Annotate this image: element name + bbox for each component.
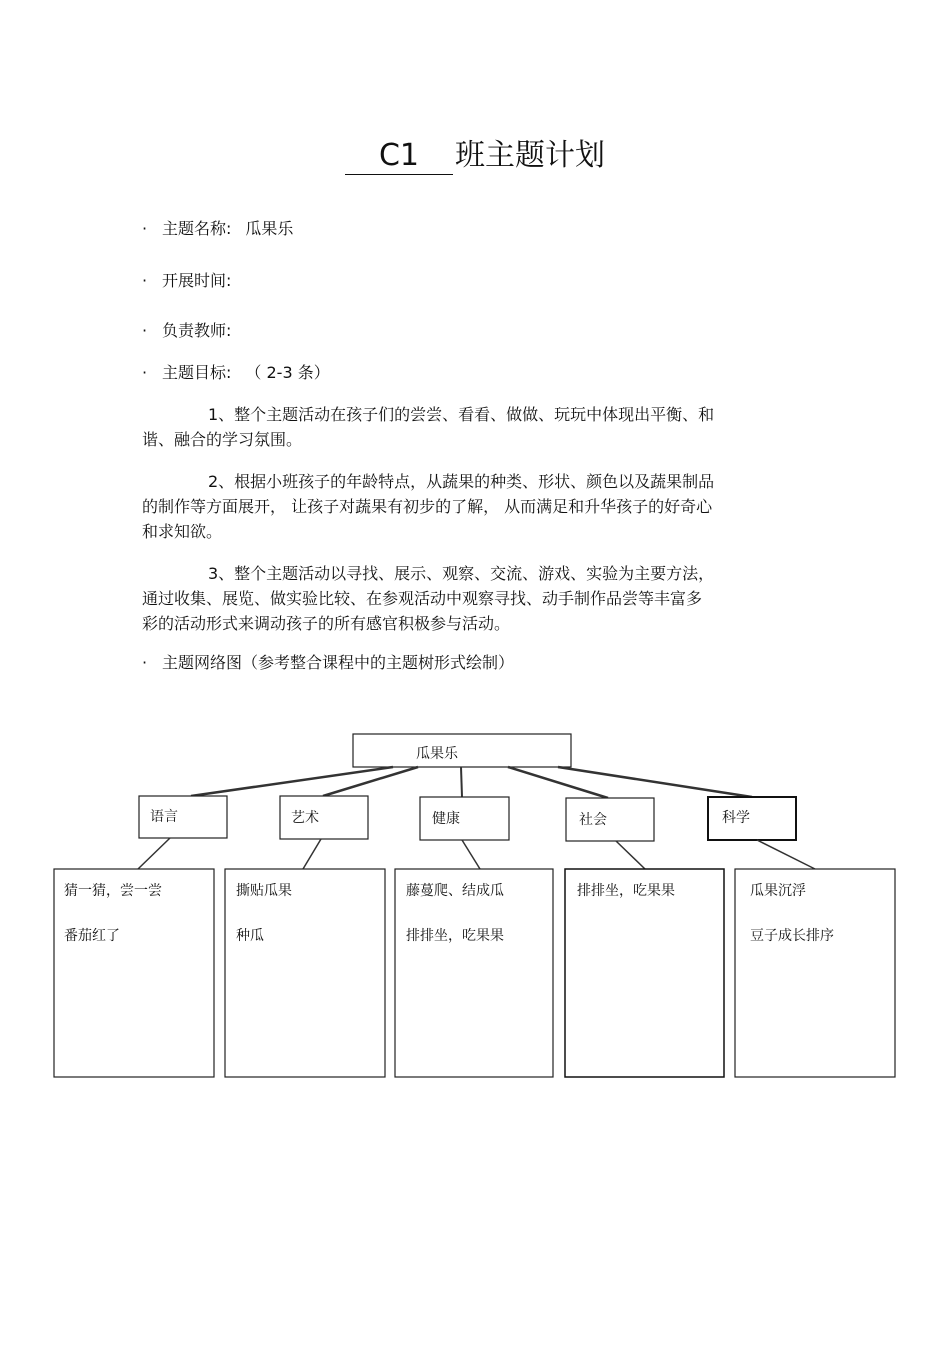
bullet: · (142, 653, 148, 672)
connector-health-activities (462, 840, 480, 869)
bullet: · (142, 271, 148, 290)
bullet: · (142, 219, 148, 238)
activities-box-science (735, 869, 895, 1077)
connector-root-language (191, 767, 393, 796)
topic-name-value: 瓜果乐 (245, 219, 294, 238)
activity-item: 排排坐，吃果果 (577, 883, 675, 899)
branch-label-health: 健康 (432, 811, 460, 827)
topic-network-diagram (0, 720, 950, 1090)
time-label: 开展时间: (162, 271, 232, 290)
teacher-label: 负责教师: (162, 321, 232, 340)
activity-item: 排排坐，吃果果 (406, 928, 504, 944)
root-node-box (353, 734, 571, 767)
goal-line: 3、整个主题活动以寻找、展示、观察、交流、游戏、实验为主要方法， (208, 564, 715, 583)
activity-item: 种瓜 (236, 928, 264, 944)
activities-box-society (565, 869, 724, 1077)
activity-item: 藤蔓爬、结成瓜 (406, 883, 504, 899)
page-title (0, 136, 950, 176)
field-network (142, 652, 514, 674)
goal-line: 的制作等方面展开， 让孩子对蔬果有初步的了解， 从而满足和升华孩子的好奇心 (142, 497, 713, 516)
branch-label-art: 艺术 (291, 810, 319, 826)
activities-box-language (54, 869, 214, 1077)
goal-2 (142, 469, 794, 544)
activity-item: 番茄红了 (64, 928, 120, 944)
connector-root-health (461, 767, 462, 797)
goal-line: 2、根据小班孩子的年龄特点，从蔬果的种类、形状、颜色以及蔬果制品 (208, 472, 715, 491)
goal-line: 彩的活动形式来调动孩子的所有感官积极参与活动。 (142, 614, 511, 633)
goal-line: 1、整个主题活动在孩子们的尝尝、看看、做做、玩玩中体现出平衡、和 (208, 405, 715, 424)
activity-item: 撕贴瓜果 (236, 883, 292, 899)
network-label: 主题网络图（参考整合课程中的主题树形式绘制） (162, 653, 515, 672)
activity-item: 瓜果沉浮 (750, 883, 806, 899)
connector-society-activities (616, 841, 645, 869)
activity-item: 豆子成长排序 (750, 928, 834, 944)
connector-language-activities (138, 838, 170, 869)
topic-name-label: 主题名称: (162, 219, 232, 238)
branch-label-society: 社会 (579, 812, 607, 828)
goal-line: 谐、融合的学习氛围。 (142, 430, 303, 449)
bullet: · (142, 363, 148, 382)
field-time (142, 270, 231, 292)
branch-label-science: 科学 (722, 810, 750, 826)
bullet: · (142, 321, 148, 340)
goal-line: 通过收集、展览、做实验比较、在参观活动中观察寻找、动手制作品尝等丰富多 (142, 589, 703, 608)
activities-box-art (225, 869, 385, 1077)
activities-box-health (395, 869, 553, 1077)
goal-1 (142, 402, 794, 452)
goals-hint: （ 2-3 条） (245, 363, 330, 382)
field-goals (142, 362, 330, 384)
class-name: C1 (345, 138, 453, 175)
root-node-label: 瓜果乐 (416, 746, 458, 762)
connector-art-activities (303, 839, 321, 869)
field-teacher (142, 320, 231, 342)
connector-science-activities (757, 840, 815, 869)
branch-label-language: 语言 (150, 809, 178, 825)
goals-label: 主题目标: (162, 363, 232, 382)
goal-3 (142, 561, 794, 636)
activity-item: 猜一猜，尝一尝 (64, 883, 162, 899)
title-suffix: 班主题计划 (455, 138, 605, 173)
field-topic-name (142, 218, 293, 240)
goal-line: 和求知欲。 (142, 522, 223, 541)
